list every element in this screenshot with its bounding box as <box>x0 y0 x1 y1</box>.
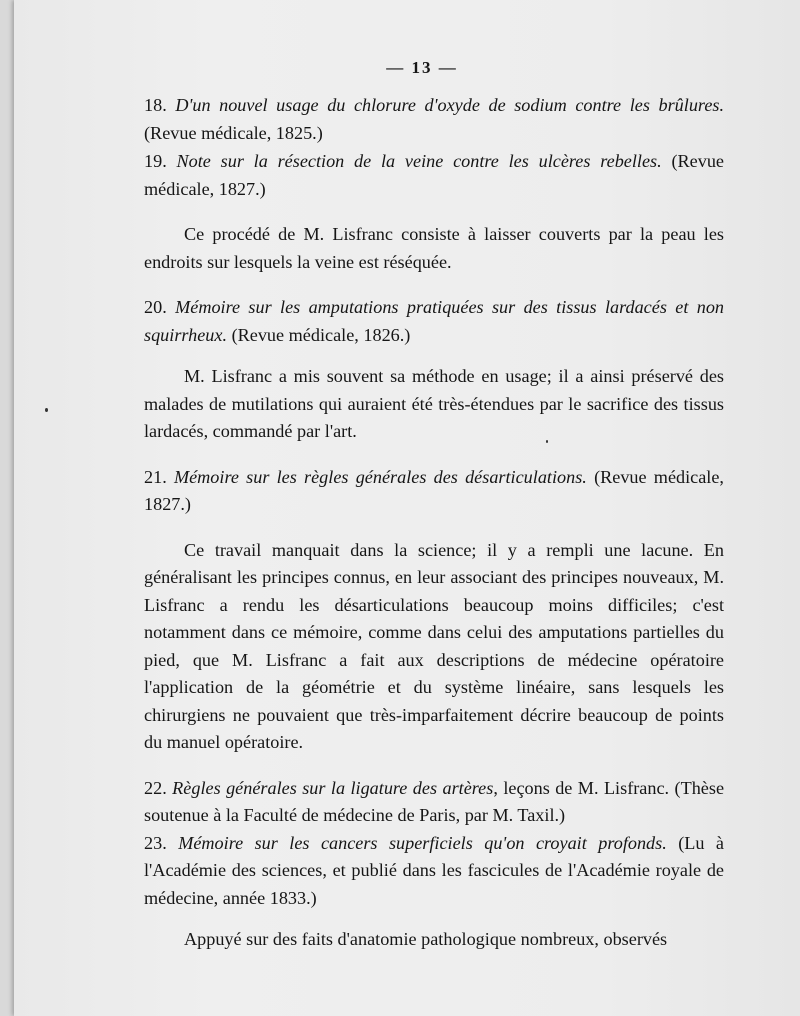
entry-number: 18. <box>144 95 167 115</box>
paragraph-20: M. Lisfranc a mis souvent sa méthode en usage; il a ainsi préservé des malades de mutilations qui auraient été très-étendues par le sacrifice des tissus lardacés, commandé par l'art. <box>144 366 724 441</box>
page-body <box>144 92 724 954</box>
entry-22 <box>144 775 724 830</box>
entry-source: (Revue médicale, 1827.) <box>144 466 724 514</box>
paragraph-23: Appuyé sur des faits d'anatomie pathologique nombreux, observés <box>184 929 668 949</box>
entry-source: (Revue médicale, 1825.) <box>144 122 323 143</box>
entry-19 <box>144 148 724 203</box>
entry-title: Note sur la résection de la veine contre les ulcères rebelles. <box>176 151 662 171</box>
entry-title: Mémoire sur les cancers superficiels qu'on croyait profonds. <box>178 832 667 853</box>
entry-number: 21. <box>144 466 167 487</box>
book-page <box>14 0 800 1016</box>
entry-number: 22. <box>144 777 167 798</box>
page-number: — 13 — <box>386 58 458 77</box>
entry-18 <box>144 92 724 147</box>
entry-source: (Revue médicale, 1826.) <box>231 324 411 345</box>
entry-title: Règles générales sur la ligature des artères <box>172 777 494 798</box>
entry-23 <box>144 830 724 913</box>
entry-number: 20. <box>144 297 167 317</box>
entry-title: D'un nouvel usage du chlorure d'oxyde de sodium contre les brûlures. <box>175 95 725 115</box>
entry-title-rest: , leçons de M. Lisfranc. <box>493 777 670 798</box>
ink-spot <box>45 408 48 412</box>
paragraph-19: Ce procédé de M. Lisfranc consiste à laisser couverts par la peau les endroits sur lesquels la veine est réséquée. <box>144 224 724 272</box>
entry-21 <box>144 464 724 519</box>
entry-20 <box>144 294 724 349</box>
entry-title: Mémoire sur les amputations pratiquées sur des tissus lardacés et non squirrheux. <box>144 297 725 345</box>
entry-source: (Lu à l'Académie des sciences, et publié dans les fascicules de l'Académie royale de médecine, année 1833.) <box>144 832 725 908</box>
ink-spot <box>546 440 548 443</box>
entry-source: (Thèse soutenue à la Faculté de médecine de Paris, par M. Taxil.) <box>144 777 725 825</box>
paragraph-21: Ce travail manquait dans la science; il y a rempli une lacune. En généralisant les principes connus, en leur associant des principes nouveaux, M. Lisfranc a rendu les désarticulations beaucoup moins difficiles; c'est notamment dans ce mémoire, comme dans celui des amputations partielles du pied, que M. Lisfranc a fait aux descriptions de médecine opératoire l'application de la géométrie et du système linéaire, sans lesquels les chirurgiens ne pouvaient que très-imparfaitement décrire beaucoup de points du manuel opératoire. <box>144 539 724 752</box>
entry-source: (Revue médicale, 1827.) <box>144 151 724 199</box>
entry-number: 23. <box>144 832 167 853</box>
entry-number: 19. <box>144 151 167 171</box>
entry-title: Mémoire sur les règles générales des désarticulations. <box>173 466 587 487</box>
